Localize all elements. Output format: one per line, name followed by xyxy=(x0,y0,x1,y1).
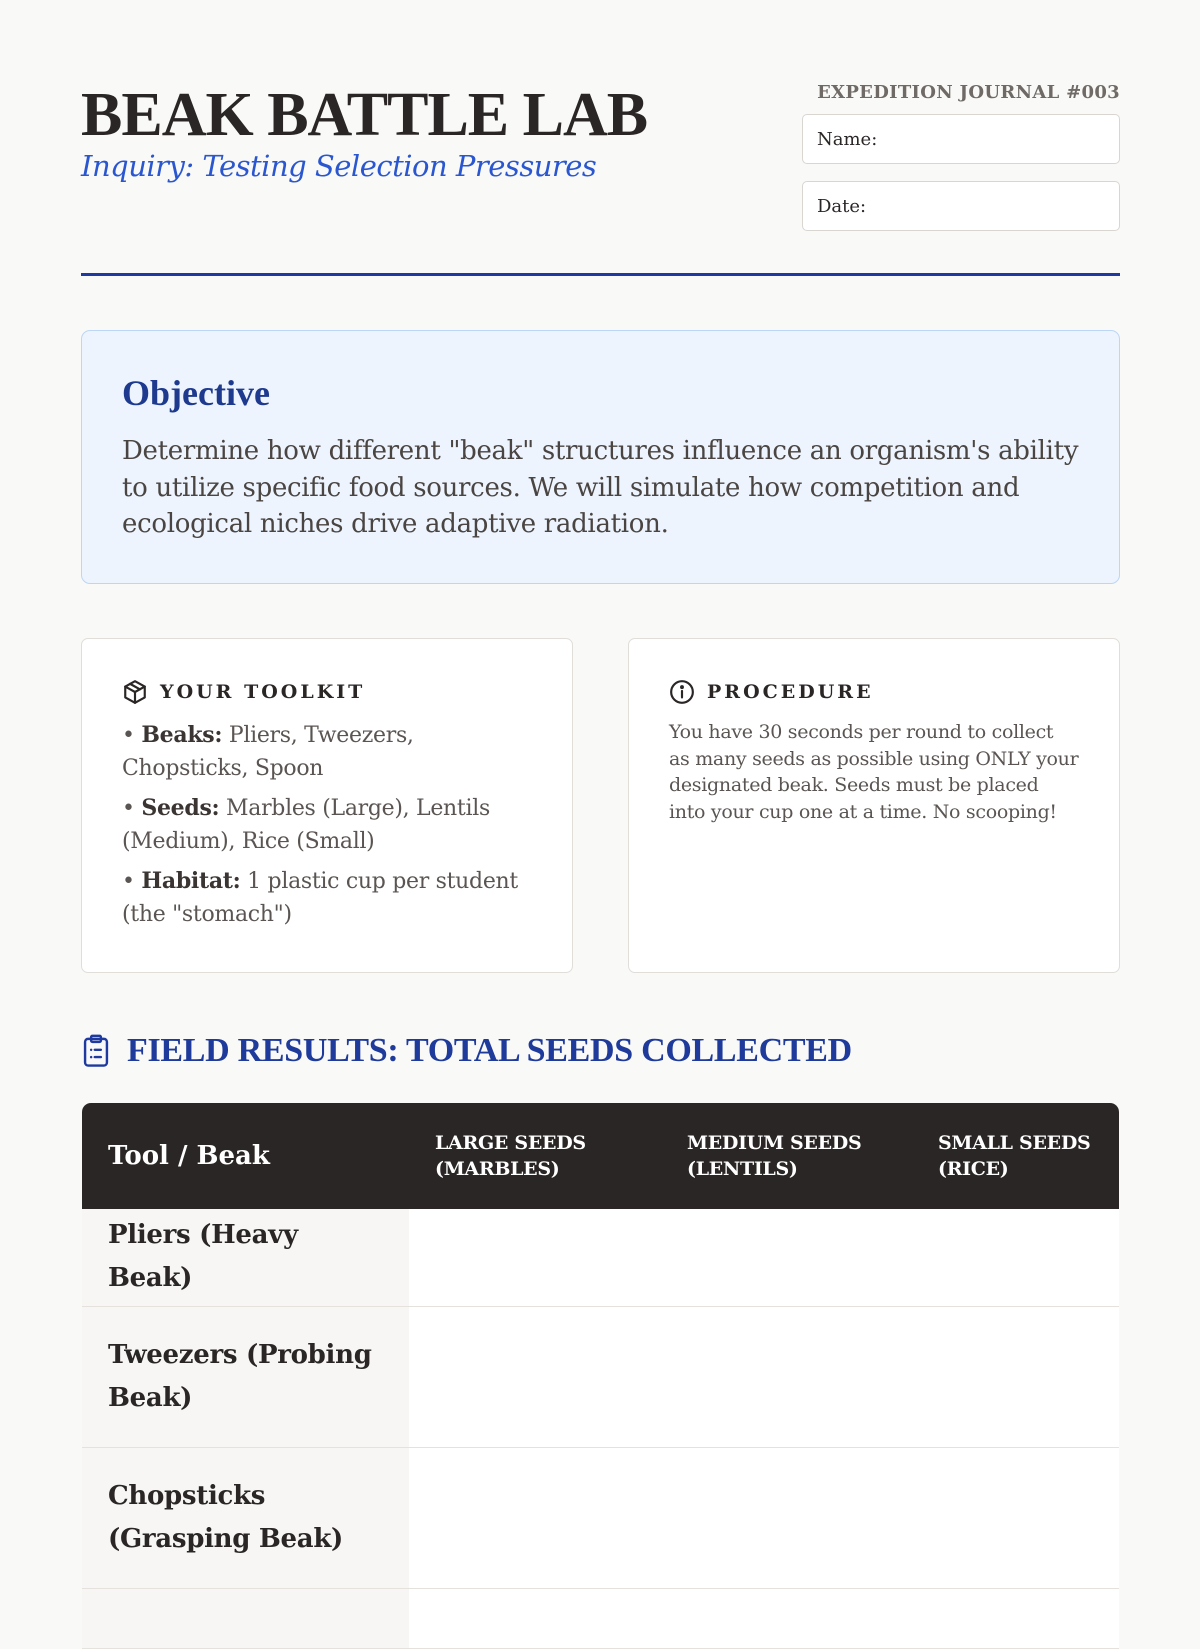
toolkit-list xyxy=(122,719,532,931)
entry-cell[interactable] xyxy=(661,1306,912,1447)
toolkit-desc: Marbles (Large), Lentils (Medium), Rice (Small) xyxy=(122,796,490,854)
column-header-small xyxy=(912,1103,1119,1209)
toolkit-desc: 1 plastic cup per student (the "stomach") xyxy=(122,869,518,927)
column-header-line: (MARBLES) xyxy=(435,1158,560,1180)
clipboard-icon xyxy=(81,1034,111,1068)
objective-heading: Objective xyxy=(122,373,270,413)
results-table xyxy=(82,1103,1119,1649)
toolkit-term: Habitat: xyxy=(141,868,241,894)
entry-cell[interactable] xyxy=(912,1209,1119,1306)
entry-cell[interactable] xyxy=(409,1306,661,1447)
list-item: • Seeds: Marbles (Large), Lentils (Medium), Rice (Small) xyxy=(122,795,490,854)
entry-cell[interactable] xyxy=(661,1209,912,1306)
objective-box xyxy=(81,330,1120,584)
column-header-medium xyxy=(661,1103,912,1209)
column-header-line: (LENTILS) xyxy=(687,1158,798,1180)
entry-cell[interactable] xyxy=(912,1447,1119,1588)
cube-icon xyxy=(122,679,148,705)
procedure-header xyxy=(669,679,1079,705)
row-label: Tweezers (Probing Beak) xyxy=(82,1306,409,1447)
name-field[interactable] xyxy=(802,114,1120,164)
column-header-line: SMALL SEEDS xyxy=(938,1132,1091,1154)
column-header-tool: Tool / Beak xyxy=(82,1103,409,1209)
procedure-heading: PROCEDURE xyxy=(707,681,874,703)
table-row xyxy=(82,1306,1119,1447)
toolkit-term: Seeds: xyxy=(141,795,220,821)
info-icon xyxy=(669,679,695,705)
page-header xyxy=(81,0,1120,276)
objective-text: Determine how different "beak" structures influence an organism's ability to utilize specific food sources. We will simulate how competition and ecological niches drive adaptive radiation. xyxy=(122,436,1079,539)
procedure-text: You have 30 seconds per round to collect as many seeds as possible using ONLY your designated beak. Seeds must be placed into your cup one at a time. No scooping! xyxy=(669,721,1079,823)
column-header-line: (RICE) xyxy=(938,1158,1009,1180)
entry-cell[interactable] xyxy=(409,1209,661,1306)
list-item: • Habitat: 1 plastic cup per student (the "stomach") xyxy=(122,868,518,927)
toolkit-card xyxy=(81,638,573,973)
column-header-line: LARGE SEEDS xyxy=(435,1132,586,1154)
entry-cell[interactable] xyxy=(661,1588,912,1648)
table-header-row xyxy=(82,1103,1119,1209)
toolkit-heading: YOUR TOOLKIT xyxy=(160,681,366,703)
results-header xyxy=(81,1032,852,1070)
table-row xyxy=(82,1588,1119,1648)
date-field-label: Date: xyxy=(817,195,867,217)
page-title: BEAK BATTLE LAB xyxy=(81,81,648,149)
list-item: • Beaks: Pliers, Tweezers, Chopsticks, Spoon xyxy=(122,722,414,781)
page-subtitle: Inquiry: Testing Selection Pressures xyxy=(81,149,597,183)
date-field[interactable] xyxy=(802,181,1120,231)
name-field-label: Name: xyxy=(817,128,878,150)
toolkit-term: Beaks: xyxy=(141,722,223,748)
column-header-large xyxy=(409,1103,661,1209)
toolkit-header xyxy=(122,679,532,705)
results-heading: FIELD RESULTS: TOTAL SEEDS COLLECTED xyxy=(127,1032,852,1069)
toolkit-desc: Pliers, Tweezers, Chopsticks, Spoon xyxy=(122,723,414,781)
entry-cell[interactable] xyxy=(409,1588,661,1648)
table-row xyxy=(82,1209,1119,1306)
procedure-card xyxy=(628,638,1120,973)
worksheet-page xyxy=(81,0,1120,1554)
row-label xyxy=(82,1588,409,1648)
row-label: Chopsticks (Grasping Beak) xyxy=(82,1447,409,1588)
entry-cell[interactable] xyxy=(661,1447,912,1588)
column-header-line: MEDIUM SEEDS xyxy=(687,1132,862,1154)
entry-cell[interactable] xyxy=(912,1588,1119,1648)
entry-cell[interactable] xyxy=(409,1447,661,1588)
journal-number: EXPEDITION JOURNAL #003 xyxy=(817,82,1120,103)
table-row xyxy=(82,1447,1119,1588)
row-label: Pliers (Heavy Beak) xyxy=(82,1209,409,1306)
entry-cell[interactable] xyxy=(912,1306,1119,1447)
